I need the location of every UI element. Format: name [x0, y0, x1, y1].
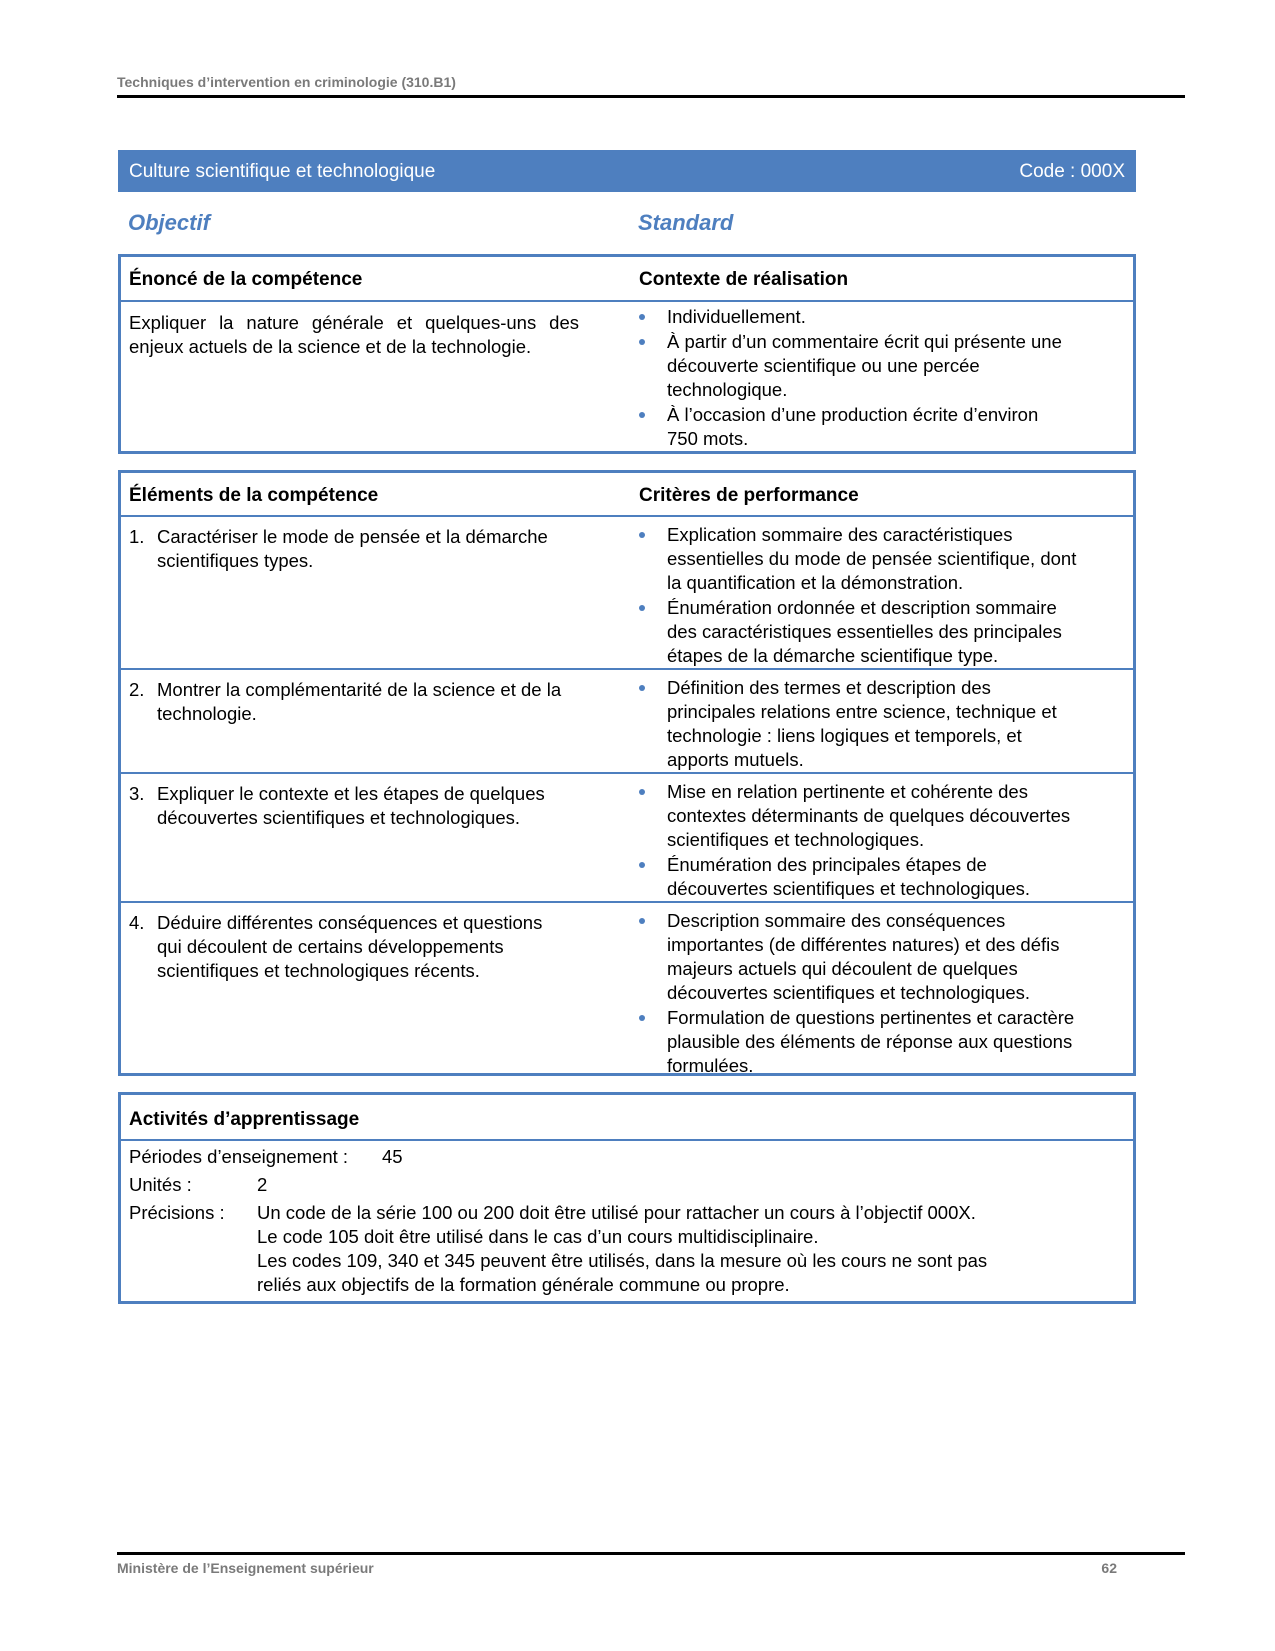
critere-line: Description sommaire des conséquences [667, 910, 1006, 931]
element-number: 4. [129, 912, 145, 933]
activites-heading: Activités d’apprentissage [129, 1109, 360, 1130]
contexte-line: À partir d’un commentaire écrit qui présente une [667, 331, 1062, 352]
elements-divider [121, 515, 1133, 517]
bullet-icon [639, 862, 645, 868]
element-number: 2. [129, 679, 145, 700]
critere-line: Énumération des principales étapes de [667, 854, 987, 875]
periodes-label: Périodes d’enseignement : [129, 1146, 349, 1167]
element-line: technologie. [157, 703, 257, 724]
contexte-line: À l’occasion d’une production écrite d’environ [667, 404, 1039, 425]
bullet-icon [639, 918, 645, 924]
competence-box [118, 254, 1136, 454]
criteres-row-3 [639, 780, 1119, 902]
critere-line: Mise en relation pertinente et cohérente des [667, 781, 1028, 802]
bullet-icon [639, 412, 645, 418]
critere-line: découvertes scientifiques et technologiques. [667, 982, 1031, 1003]
running-header [117, 74, 1185, 92]
criteres-heading: Critères de performance [639, 485, 859, 506]
critere-item [639, 853, 1119, 901]
critere-line: formulées. [667, 1055, 754, 1076]
critere-item [639, 1006, 1119, 1078]
activites-divider [121, 1139, 1133, 1141]
objectif-label: Objectif [128, 210, 210, 235]
unites-value: 2 [257, 1174, 268, 1195]
contexte-list [639, 305, 1109, 452]
precisions-label: Précisions : [129, 1202, 225, 1223]
enonce-line: Expliquer la nature générale et quelques-uns des [129, 312, 579, 333]
critere-item [639, 676, 1119, 772]
critere-line: la quantification et la démonstration. [667, 572, 964, 593]
critere-item [639, 523, 1119, 595]
critere-line: Explication sommaire des caractéristiques [667, 524, 1013, 545]
precisions-text [257, 1201, 987, 1297]
element-line: Expliquer le contexte et les étapes de quelques [157, 783, 545, 804]
element-line: qui découlent de certains développements [157, 936, 504, 957]
critere-line: découvertes scientifiques et technologiques. [667, 878, 1031, 899]
critere-line: apports mutuels. [667, 749, 804, 770]
critere-line: Formulation de questions pertinentes et caractère [667, 1007, 1075, 1028]
bullet-icon [639, 1015, 645, 1021]
criteres-row-1 [639, 523, 1119, 669]
critere-line: majeurs actuels qui découlent de quelques [667, 958, 1018, 979]
title-banner [118, 150, 1136, 192]
bullet-icon [639, 789, 645, 795]
competence-divider [121, 300, 1133, 302]
row-divider [121, 668, 1133, 670]
bullet-icon [639, 605, 645, 611]
bullet-icon [639, 685, 645, 691]
critere-line: contextes déterminants de quelques découvertes [667, 805, 1071, 826]
element-line: scientifiques et technologiques récents. [157, 960, 480, 981]
element-line: Déduire différentes conséquences et questions [157, 912, 543, 933]
row-divider [121, 901, 1133, 903]
elements-heading: Éléments de la compétence [129, 485, 379, 506]
contexte-item [639, 330, 1109, 402]
critere-line: technologie : liens logiques et temporels, et [667, 725, 1022, 746]
critere-line: des caractéristiques essentielles des principales [667, 621, 1062, 642]
contexte-item [639, 403, 1109, 451]
footer-rule [117, 1552, 1185, 1555]
critere-line: Définition des termes et description des [667, 677, 991, 698]
critere-line: étapes de la démarche scientifique type. [667, 645, 999, 666]
course-code: Code : 000X [1019, 161, 1125, 182]
element-number: 1. [129, 526, 145, 547]
contexte-item [639, 305, 1109, 329]
critere-line: plausible des éléments de réponse aux questions [667, 1031, 1073, 1052]
course-title: Culture scientifique et technologique [129, 161, 436, 182]
row-divider [121, 772, 1133, 774]
element-number: 3. [129, 783, 145, 804]
footer-ministry: Ministère de l’Enseignement supérieur [117, 1560, 374, 1576]
element-line: Caractériser le mode de pensée et la démarche [157, 526, 548, 547]
contexte-line: Individuellement. [667, 306, 806, 327]
precisions-line: Un code de la série 100 ou 200 doit être utilisé pour rattacher un cours à l’objectif 000X. [257, 1202, 976, 1223]
critere-line: essentielles du mode de pensée scientifique, dont [667, 548, 1077, 569]
periodes-row [129, 1145, 348, 1169]
bullet-icon [639, 314, 645, 320]
contexte-line: technologique. [667, 379, 788, 400]
criteres-row-2 [639, 676, 1119, 773]
critere-item [639, 780, 1119, 852]
header-rule [117, 95, 1185, 98]
element-line: Montrer la complémentarité de la science et de la [157, 679, 562, 700]
contexte-line: 750 mots. [667, 428, 749, 449]
page-number: 62 [1101, 1560, 1117, 1576]
contexte-heading: Contexte de réalisation [639, 269, 849, 290]
criteres-row-4 [639, 909, 1119, 1079]
precisions-line: Les codes 109, 340 et 345 peuvent être utilisés, dans la mesure où les cours ne sont pas [257, 1250, 988, 1271]
element-line: découvertes scientifiques et technologiques. [157, 807, 521, 828]
critere-item [639, 909, 1119, 1005]
enonce-line: enjeux actuels de la science et de la technologie. [129, 336, 532, 357]
elements-box [118, 470, 1136, 1076]
critere-line: scientifiques et technologiques. [667, 829, 925, 850]
precisions-line: reliés aux objectifs de la formation générale commune ou propre. [257, 1274, 790, 1295]
running-header-title: Techniques d’intervention en criminologie (310.B1) [117, 74, 456, 90]
critere-line: importantes (de différentes natures) et des défis [667, 934, 1060, 955]
enonce-heading: Énoncé de la compétence [129, 269, 363, 290]
bullet-icon [639, 532, 645, 538]
element-row-1 [129, 525, 609, 585]
enonce-text [129, 311, 579, 359]
standard-label: Standard [638, 210, 734, 235]
element-line: scientifiques types. [157, 550, 314, 571]
running-footer [117, 1560, 1117, 1578]
activites-box [118, 1092, 1136, 1304]
critere-line: principales relations entre science, technique et [667, 701, 1057, 722]
periodes-value: 45 [382, 1146, 403, 1167]
critere-item [639, 596, 1119, 668]
precisions-line: Le code 105 doit être utilisé dans le cas d’un cours multidisciplinaire. [257, 1226, 819, 1247]
contexte-line: découverte scientifique ou une percée [667, 355, 980, 376]
unites-label: Unités : [129, 1174, 192, 1195]
bullet-icon [639, 339, 645, 345]
critere-line: Énumération ordonnée et description sommaire [667, 597, 1057, 618]
